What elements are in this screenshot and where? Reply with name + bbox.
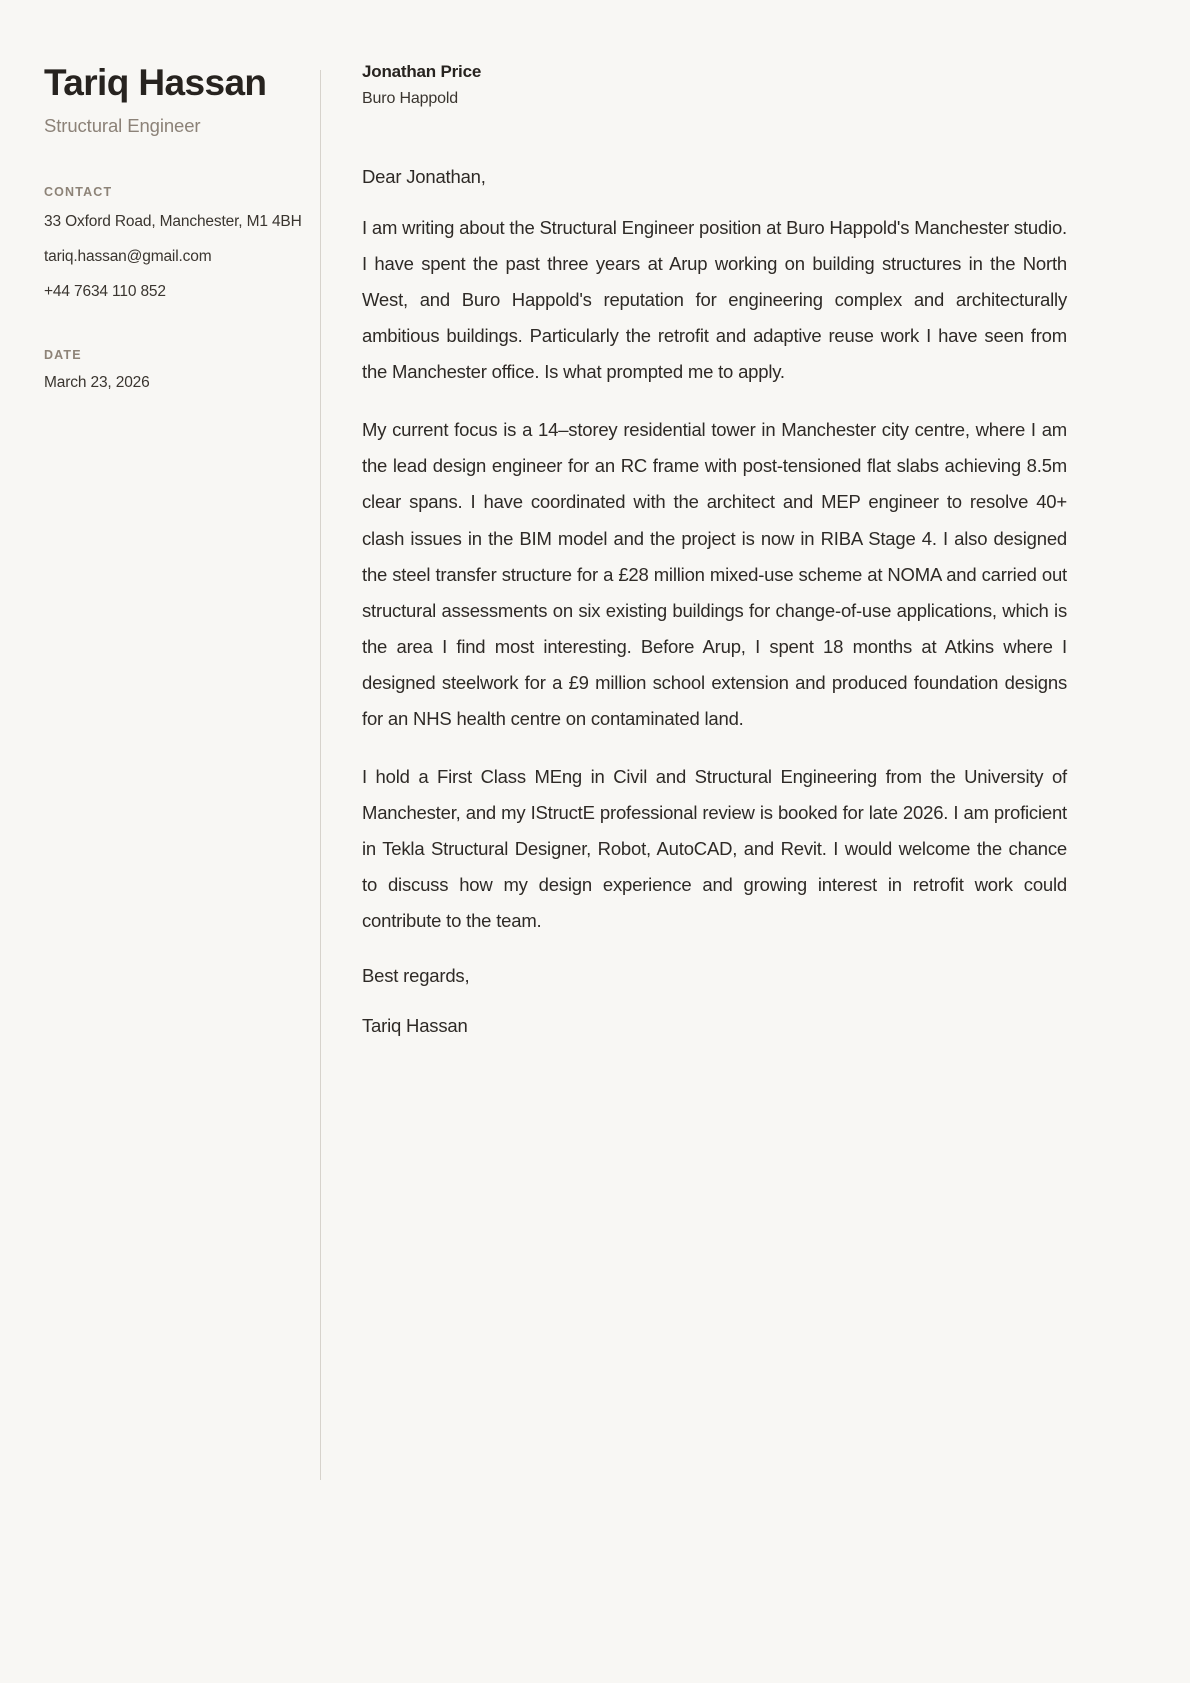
sender-name: Tariq Hassan — [44, 62, 267, 103]
letter-paragraph-1: I am writing about the Structural Engineer position at Buro Happold's Manchester studio. I have spent the past three years at Arup working on building structures in the North West, and Buro Happold's reputation for engineering complex and architecturally ambitious buildings. Particularly the retrofit and adaptive reuse work I have seen from the Manchester office. Is what prompted me to apply. — [362, 217, 1067, 383]
recipient-name: Jonathan Price — [362, 62, 482, 81]
sender-title: Structural Engineer — [44, 114, 201, 136]
sidebar — [0, 62, 320, 1480]
contact-section — [44, 185, 308, 304]
letter-layout — [0, 62, 1190, 1480]
contact-address: 33 Oxford Road, Manchester, M1 4BH — [44, 212, 302, 230]
date-section-label: DATE — [44, 347, 82, 362]
recipient-company: Buro Happold — [362, 90, 459, 107]
letter-body — [321, 62, 1190, 1480]
signature-name: Tariq Hassan — [362, 1015, 468, 1037]
contact-phone[interactable]: +44 7634 110 852 — [44, 283, 166, 301]
letter-paragraph-2: My current focus is a 14–storey residential tower in Manchester city centre, where I am the lead design engineer for an RC frame with post-tensioned flat slabs achieving 8.5m clear spans. I have coordinated with the architect and MEP engineer to resolve 40+ clash issues in the BIM model and the project is now in RIBA Stage 4. I also designed the steel transfer structure for a £28 million mixed-use scheme at NOMA and carried out structural assessments on six existing buildings for change-of-use applications, which is the area I find most interesting. Before Arup, I spent 18 months at Atkins where I designed steelwork for a £9 million school extension and produced foundation designs for an NHS health centre on contaminated land. — [362, 419, 1067, 729]
letter-paragraph-3: I hold a First Class MEng in Civil and Structural Engineering from the University of Manchester, and my IStructE professional review is booked for late 2026. I am proficient in Tekla Structural Designer, Robot, AutoCAD, and Revit. I would welcome the chance to discuss how my design experience and growing interest in retrofit work could contribute to the team. — [362, 765, 1067, 932]
contact-email[interactable]: tariq.hassan@gmail.com — [44, 248, 212, 266]
sidebar-spacer — [44, 304, 308, 348]
salutation: Dear Jonathan, — [362, 166, 486, 187]
date-value: March 23, 2026 — [44, 373, 150, 391]
closing-line: Best regards, — [362, 965, 470, 987]
contact-section-label: CONTACT — [44, 184, 113, 199]
date-section — [44, 348, 308, 392]
